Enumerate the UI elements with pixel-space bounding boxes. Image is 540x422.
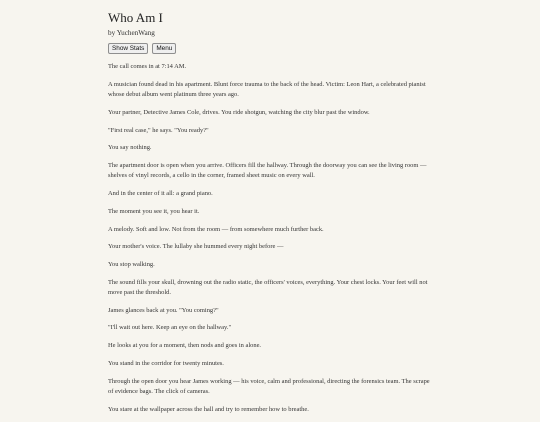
story-paragraph: A musician found dead in his apartment. Blunt force trauma to the back of the head. Victim: Leon Hart, a celebrated pianist whose debut album went platinum three years ago. bbox=[108, 80, 426, 99]
main-content bbox=[108, 10, 432, 422]
story-paragraph: Your partner, Detective James Cole, drives. You ride shotgun, watching the city blur past the window. bbox=[108, 108, 370, 116]
story-paragraph: You say nothing. bbox=[108, 144, 152, 152]
story-text bbox=[108, 62, 432, 415]
story-paragraph: The sound fills your skull, drowning out the radio static, the officers' voices, everything. Your chest locks. Your feet will not move past the threshold. bbox=[108, 278, 428, 297]
story-paragraph: Through the open door you hear James working — his voice, calm and professional, directing the forensics team. The scrape of evidence bags. The click of cameras. bbox=[108, 377, 430, 395]
story-paragraph: You stare at the wallpaper across the hall and try to remember how to breathe. bbox=[108, 405, 309, 413]
story-paragraph: Your mother's voice. The lullaby she hummed every night before — bbox=[108, 243, 284, 251]
author-byline: by YuchenWang bbox=[108, 29, 155, 37]
story-title: Who Am I bbox=[108, 10, 163, 25]
story-paragraph: "I'll wait out here. Keep an eye on the hallway." bbox=[108, 324, 232, 332]
toolbar bbox=[108, 43, 432, 54]
story-paragraph: The moment you see it, you hear it. bbox=[108, 207, 200, 215]
story-paragraph: A melody. Soft and low. Not from the room — from somewhere much further back. bbox=[108, 225, 324, 233]
menu-button[interactable]: Menu bbox=[152, 43, 176, 54]
show-stats-button[interactable]: Show Stats bbox=[108, 43, 148, 54]
story-paragraph: You stand in the corridor for twenty minutes. bbox=[108, 359, 224, 367]
story-paragraph: He looks at you for a moment, then nods and goes in alone. bbox=[108, 342, 262, 350]
story-paragraph: You stop walking. bbox=[108, 260, 155, 268]
story-paragraph: James glances back at you. "You coming?" bbox=[108, 306, 219, 314]
story-paragraph: The apartment door is open when you arrive. Officers fill the hallway. Through the doorway you can see the living room — shelves of vinyl records, a cello in the corner, framed sheet music on every wall. bbox=[108, 161, 427, 180]
story-paragraph: "First real case," he says. "You ready?" bbox=[108, 126, 209, 134]
story-paragraph: The call comes in at 7:14 AM. bbox=[108, 63, 187, 70]
story-paragraph: And in the center of it all: a grand piano. bbox=[108, 190, 213, 198]
